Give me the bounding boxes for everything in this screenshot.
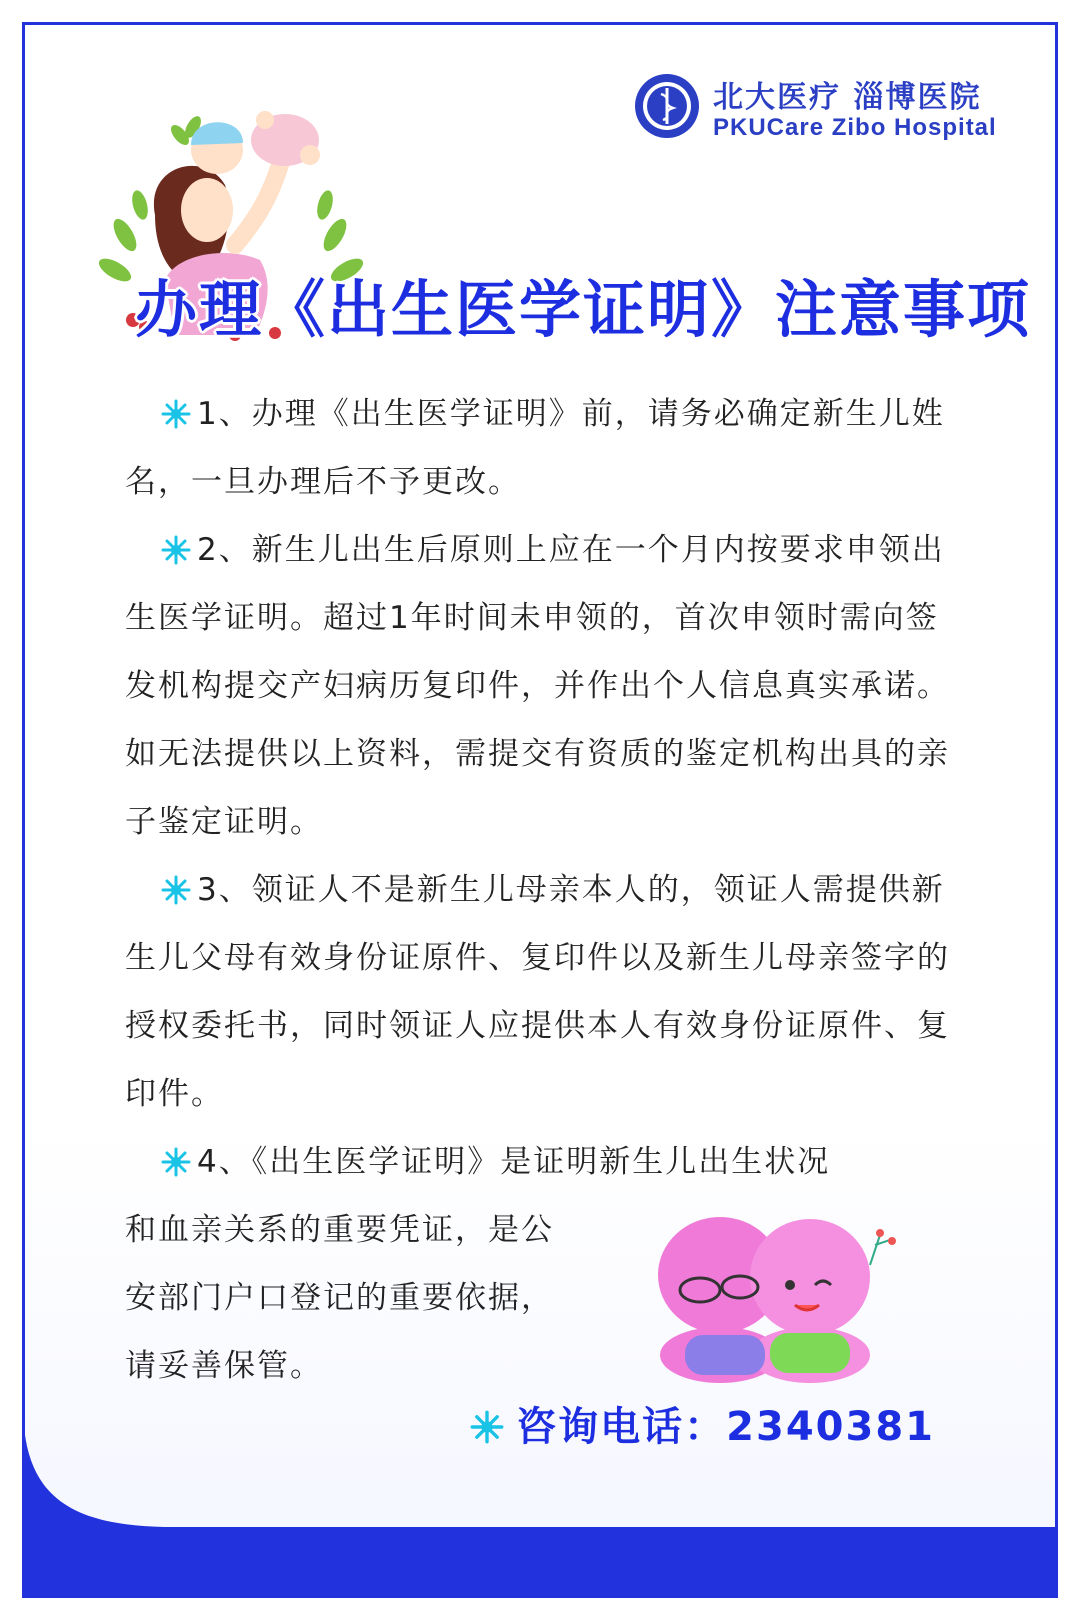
consult-phone-text: 咨询电话：2340381 — [516, 1404, 935, 1450]
bottom-wave-decoration — [25, 1395, 1055, 1595]
poster-frame — [22, 22, 1058, 1598]
hospital-logo — [633, 70, 1003, 160]
hospital-emblem-icon — [633, 72, 701, 140]
notice-item-1 — [125, 380, 965, 516]
notice-item-4-rest: 和血亲关系的重要凭证，是公安部门户口登记的重要依据，请妥善保管。 — [125, 1212, 554, 1384]
notice-item-3-text: 3、领证人不是新生儿母亲本人的，领证人需提供新生儿父母有效身份证原件、复印件以及新生儿母亲签字的授权委托书，同时领证人应提供本人有效身份证原件、复印件。 — [125, 872, 950, 1112]
logo-en-text: PKUCare Zibo Hospital — [713, 114, 997, 141]
page-title: 办理《出生医学证明》注意事项 — [135, 273, 1032, 346]
notice-item-1-text: 1、办理《出生医学证明》前，请务必确定新生儿姓名，一旦办理后不予更改。 — [125, 396, 945, 500]
snowflake-bullet-icon — [161, 1147, 191, 1177]
notice-item-4-continued — [125, 1196, 555, 1400]
snowflake-bullet-icon — [161, 399, 191, 429]
twin-babies-illustration — [640, 1205, 900, 1395]
logo-cn-text: 北大医疗 淄博医院 — [713, 80, 982, 115]
notice-item-3 — [125, 856, 965, 1128]
notice-item-2 — [125, 516, 965, 856]
notice-item-2-text: 2、新生儿出生后原则上应在一个月内按要求申领出生医学证明。超过1年时间未申领的，首次申领时需向签发机构提交产妇病历复印件，并作出个人信息真实承诺。如无法提供以上资料，需提交有资质的鉴定机构出具的亲子鉴定证明。 — [125, 532, 950, 840]
snowflake-bullet-icon — [161, 875, 191, 905]
snowflake-bullet-icon — [161, 535, 191, 565]
notice-item-4-line1: 4、《出生医学证明》是证明新生儿出生状况 — [197, 1144, 831, 1180]
notice-item-4 — [125, 1128, 965, 1196]
